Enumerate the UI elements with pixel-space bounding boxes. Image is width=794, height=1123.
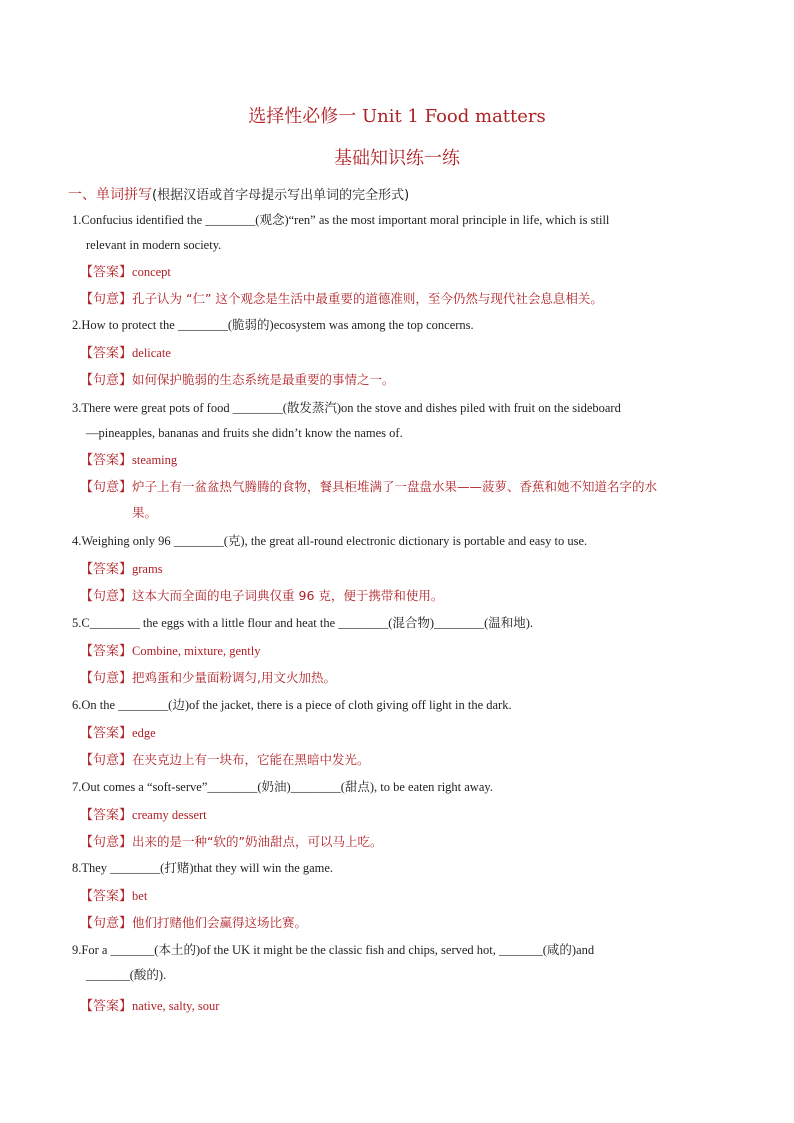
question-text-continued: relevant in modern society.	[86, 238, 222, 252]
question-6	[72, 693, 732, 718]
meaning-tag: 【句意】	[80, 753, 133, 768]
question-text: 7.Out comes a “soft-serve”________(奶油)________(甜点), to be eaten right away.	[72, 780, 493, 794]
meaning-tag: 【句意】	[80, 916, 133, 931]
meaning-tag: 【句意】	[80, 589, 133, 604]
answer-value: delicate	[132, 346, 171, 360]
answer-tag: 【答案】	[80, 346, 133, 361]
meaning-tag: 【句意】	[80, 480, 133, 495]
question-5	[72, 611, 732, 636]
section-heading	[68, 185, 409, 206]
answer-tag: 【答案】	[80, 808, 133, 823]
answer-2	[80, 340, 730, 366]
answer-8	[80, 883, 730, 909]
answer-tag: 【答案】	[80, 265, 133, 280]
question-text: 5.C________ the eggs with a little flour and heat the ________(混合物)________(温和地).	[72, 616, 534, 630]
meaning-value: 这本大而全面的电子词典仅重 96 克，便于携带和使用。	[132, 588, 444, 603]
answer-value: steaming	[132, 453, 178, 467]
meaning-value: 在夹克边上有一块布，它能在黑暗中发光。	[132, 752, 370, 767]
meaning-8	[80, 910, 730, 936]
answer-value: edge	[132, 726, 156, 740]
meaning-tag: 【句意】	[80, 671, 133, 686]
answer-1	[80, 259, 730, 285]
page-subtitle: 基础知识练一练	[334, 148, 460, 169]
answer-value: concept	[132, 265, 171, 279]
meaning-tag: 【句意】	[80, 835, 133, 850]
meaning-value: 如何保护脆弱的生态系统是最重要的事情之一。	[132, 372, 395, 387]
answer-value: bet	[132, 889, 148, 903]
question-text: 9.For a _______(本土的)of the UK it might be the classic fish and chips, served hot, _______(咸的)and	[72, 943, 595, 957]
question-text-continued: —pineapples, bananas and fruits she didn’t know the names of.	[86, 426, 403, 440]
answer-3	[80, 447, 730, 473]
question-8	[72, 856, 732, 881]
answer-6	[80, 720, 730, 746]
meaning-3	[80, 474, 730, 525]
answer-tag: 【答案】	[80, 453, 133, 468]
question-text: 1.Confucius identified the ________(观念)“ren” as the most important moral principle in life, which is still	[72, 213, 610, 227]
meaning-2	[80, 367, 730, 393]
section-instruction: (根据汉语或首字母提示写出单词的完全形式)	[152, 188, 410, 203]
question-text-continued: _______(酸的).	[86, 968, 167, 982]
question-text: 6.On the ________(边)of the jacket, there is a piece of cloth giving off light in the dark.	[72, 698, 512, 712]
answer-value: native, salty, sour	[132, 999, 220, 1013]
answer-5	[80, 638, 730, 664]
meaning-1	[80, 286, 730, 312]
answer-4	[80, 556, 730, 582]
section-title: 一、单词拼写	[68, 187, 152, 203]
question-9	[72, 938, 732, 988]
answer-tag: 【答案】	[80, 726, 133, 741]
page-title: 选择性必修一 Unit 1 Food matters	[248, 106, 546, 127]
answer-tag: 【答案】	[80, 889, 133, 904]
meaning-tag: 【句意】	[80, 373, 133, 388]
answer-value: Combine, mixture, gently	[132, 644, 261, 658]
meaning-value: 炉子上有一盆盆热气腾腾的食物，餐具柜堆满了一盘盘水果——菠萝、香蕉和她不知道名字的水	[132, 479, 658, 494]
question-text: 8.They ________(打赌)that they will win the game.	[72, 861, 334, 875]
question-text: 4.Weighing only 96 ________(克), the great all-round electronic dictionary is portable and easy to use.	[72, 534, 588, 548]
question-text: 3.There were great pots of food ________(散发蒸汽)on the stove and dishes piled with fruit on the sideboard	[72, 401, 621, 415]
meaning-6	[80, 747, 730, 773]
question-1	[72, 208, 732, 258]
meaning-value-continued: 果。	[132, 505, 158, 520]
answer-tag: 【答案】	[80, 644, 133, 659]
question-text: 2.How to protect the ________(脆弱的)ecosystem was among the top concerns.	[72, 318, 474, 332]
answer-tag: 【答案】	[80, 562, 133, 577]
meaning-7	[80, 829, 730, 855]
question-4	[72, 529, 732, 554]
answer-9	[80, 993, 730, 1019]
question-3	[72, 396, 732, 446]
answer-tag: 【答案】	[80, 999, 133, 1014]
meaning-value: 把鸡蛋和少量面粉调匀,用文火加热。	[132, 670, 336, 685]
answer-7	[80, 802, 730, 828]
answer-value: creamy dessert	[132, 808, 207, 822]
answer-value: grams	[132, 562, 163, 576]
meaning-value: 他们打赌他们会赢得这场比赛。	[132, 915, 308, 930]
meaning-tag: 【句意】	[80, 292, 133, 307]
question-2	[72, 313, 732, 338]
meaning-value: 出来的是一种“软的”奶油甜点，可以马上吃。	[132, 834, 383, 849]
meaning-4	[80, 583, 730, 609]
question-7	[72, 775, 732, 800]
meaning-5	[80, 665, 730, 691]
meaning-value: 孔子认为 “仁” 这个观念是生活中最重要的道德准则，至今仍然与现代社会息息相关。	[132, 291, 603, 306]
